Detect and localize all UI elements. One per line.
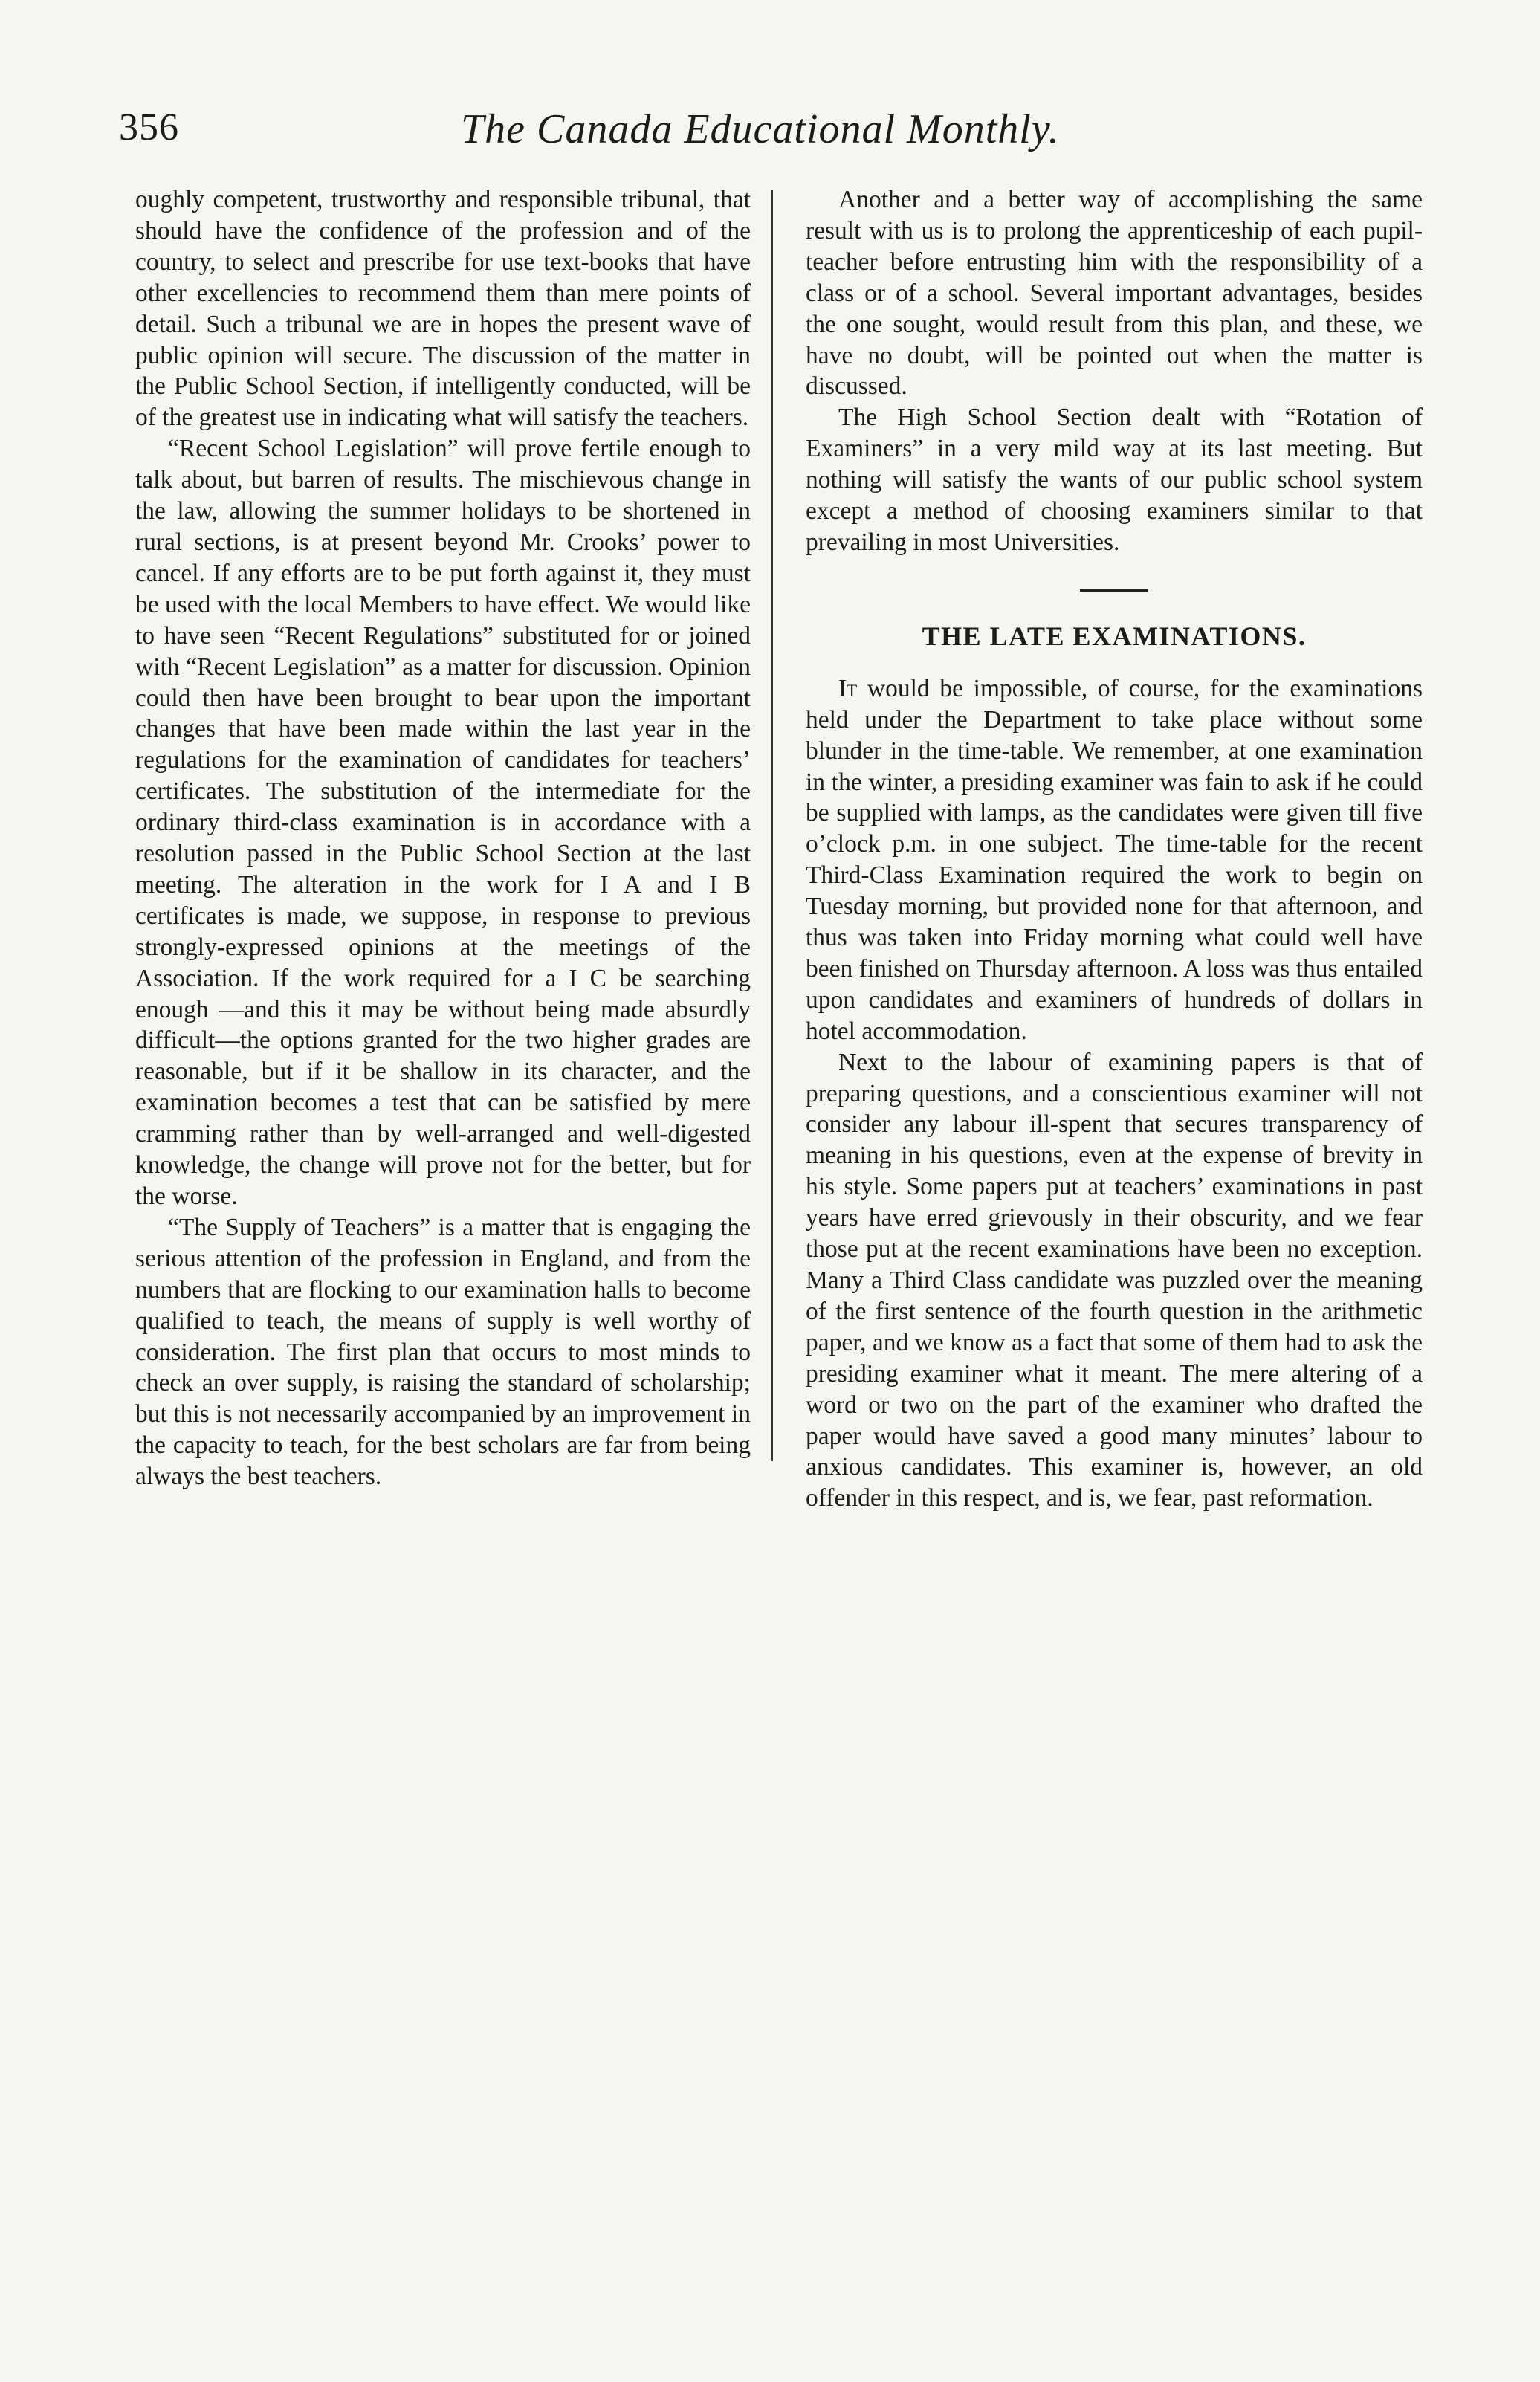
right-paragraph-2: The High School Section dealt with “Rotation of Examiners” in a very mild way at its last meeting. But nothing will satisfy the wants of our public school system except a method of choosing examiners similar to that prevailing in most Universities.	[806, 404, 1423, 556]
section-paragraph-1	[806, 673, 1423, 1047]
section-rule	[1080, 589, 1148, 592]
column-divider	[771, 190, 773, 1461]
page-number: 356	[119, 106, 179, 149]
right-column	[806, 184, 1423, 1514]
section-heading: THE LATE EXAMINATIONS.	[922, 621, 1307, 651]
section-lead-word: It	[838, 674, 858, 702]
section-paragraph-2: Next to the labour of examining papers is that of preparing questions, and a conscientious examiner will not consider any labour ill-spent that secures transparency of meaning in his questions, even at the expense of brevity in his style. Some papers put at teachers’ examinations in past years have erred grievously in their obscurity, and we fear those put at the recent examinations have been no exception. Many a Third Class candidate was puzzled over the meaning of the first sentence of the fourth question in the arithmetic paper, and we know as a fact that some of them had to ask the presiding examiner what it meant. The mere altering of a word or two on the part of the examiner who drafted the paper would have saved a good many minutes’ labour to anxious candidates. This examiner is, however, an old offender in this respect, and is, we fear, past reformation.	[806, 1048, 1423, 1512]
right-paragraph-1: Another and a better way of accomplishing the same result with us is to prolong the apprenticeship of each pupil-teacher before entrusting him with the responsibility of a class or of a school. Several important advantages, besides the one sought, would result from this plan, and these, we have no doubt, will be pointed out when the matter is discussed.	[806, 186, 1423, 401]
section-paragraph-1-text: would be impossible, of course, for the examinations held under the Department to take place without some blunder in the time-table. We remember, at one examination in the winter, a presiding examiner was fain to ask if he could be supplied with lamps, as the candidates were given till five o’clock p.m. in one subject. The time-table for the recent Third-Class Examination required the work to begin on Tuesday morning, but provided none for that afternoon, and thus was taken into Friday morning what could well have been finished on Thursday afternoon. A loss was thus entailed upon candidates and examiners of hundreds of dollars in hotel accommodation.	[806, 674, 1423, 1045]
left-paragraph-1: oughly competent, trustworthy and responsible tribunal, that should have the confidence of the profession and of the country, to select and prescribe for use text-books that have other excellencies to recommend them than mere points of detail. Such a tribunal we are in hopes the present wave of public opinion will secure. The discussion of the matter in the Public School Section, if intelligently conducted, will be of the greatest use in indicating what will satisfy the teachers.	[135, 186, 751, 432]
running-title: The Canada Educational Monthly.	[461, 106, 1060, 152]
page-header	[119, 106, 1412, 165]
left-column	[135, 184, 751, 1492]
left-paragraph-2: “Recent School Legislation” will prove fertile enough to talk about, but barren of results. The mischievous change in the law, allowing the summer holidays to be shortened in rural sections, is at present beyond Mr. Crooks’ power to cancel. If any efforts are to be put forth against it, they must be used with the local Members to have effect. We would like to have seen “Recent Regulations” substituted for or joined with “Recent Legislation” as a matter for discussion. Opinion could then have been brought to bear upon the important changes that have been made within the last year in the regulations for the examination of candidates for teachers’ certificates. The substitution of the intermediate for the ordinary third-class examination is in accordance with a resolution passed in the Public School Section at the last meeting. The alteration in the work for I A and I B certificates is made, we suppose, in response to previous strongly-expressed opinions at the meetings of the Association. If the work required for a I C be searching enough —and this it may be without being made absurdly difficult—the options granted for the two higher grades are reasonable, but if it be shallow in its character, and the examination becomes a test that can be satisfied by mere cramming rather than by well-arranged and well-digested knowledge, the change will prove not for the better, but for the worse.	[135, 435, 751, 1210]
left-paragraph-3: “The Supply of Teachers” is a matter that is engaging the serious attention of the profession in England, and from the numbers that are flocking to our examination halls to become qualified to teach, the means of supply is well worthy of consideration. The first plan that occurs to most minds to check an over supply, is raising the standard of scholarship; but this is not necessarily accompanied by an improvement in the capacity to teach, for the best scholars are far from being always the best teachers.	[135, 1213, 751, 1491]
